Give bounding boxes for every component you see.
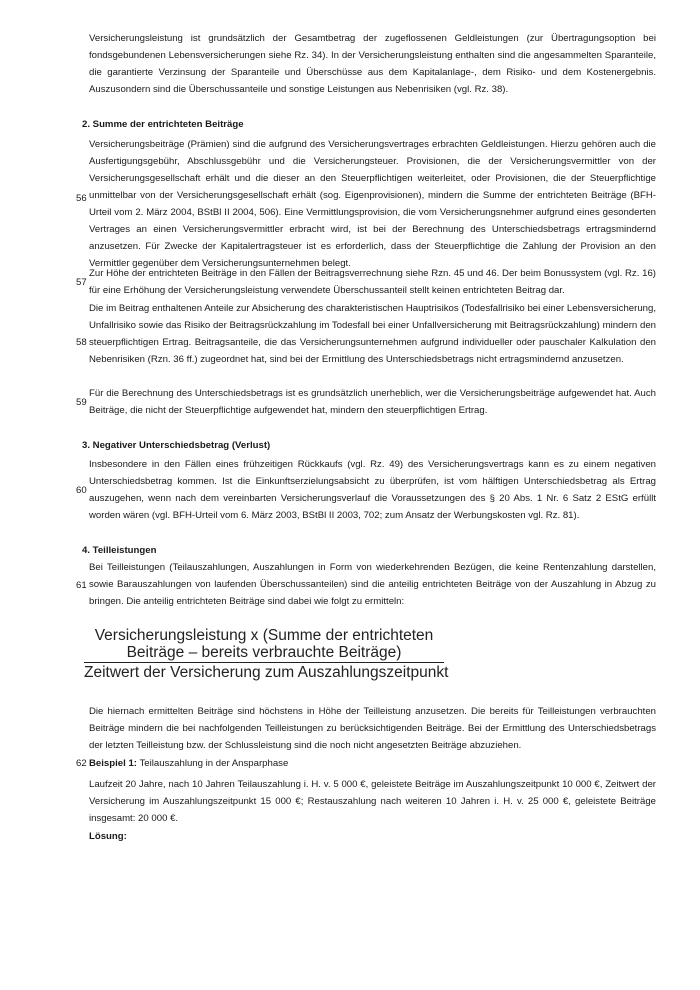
formula-denominator: Zeitwert der Versicherung zum Auszahlungszeitpunkt <box>84 664 449 681</box>
example-label: Beispiel 1: <box>89 758 137 769</box>
margin-number: 61 <box>76 580 87 591</box>
margin-number: 60 <box>76 485 87 496</box>
section-heading-verlust: 3. Negativer Unterschiedsbetrag (Verlust) <box>82 440 271 451</box>
paragraph: Die hiernach ermittelten Beiträge sind höchstens in Höhe der Teilleistung anzusetzen. Die bereits für Teilleistungen verbrauchten Beiträge mindern die bei nachfolgenden Teilleistungen zu berücksichtigenden Beiträge. Bei der Ermittlung des Unterschiedsbetrags der letzten Teilleistung bzw. der Schlussleistung sind die noch nicht angesetzten Beiträge abzuziehen. <box>89 706 656 751</box>
paragraph: Für die Berechnung des Unterschiedsbetrags ist es grundsätzlich unerheblich, wer die Versicherungsbeiträge aufgewendet hat. Auch Beiträge, die nicht der Steuerpflichtige aufgewendet hat, mindern den steuerpflichtigen Ertrag. <box>89 388 656 416</box>
intro-paragraph: Versicherungsleistung ist grundsätzlich der Gesamtbetrag der zugeflossenen Geldleistungen (zur Übertragungsoption bei fondsgebundenen Lebensversicherungen siehe Rz. 34). In der Versicherungsleistung enthalten sind die angesammelten Sparanteile, die garantierte Verzinsung der Sparanteile und Überschüsse aus dem Kapitalanlage-, dem Risiko- und dem Kostenergebnis. Auszusondern sind die Überschussanteile und sonstige Leistungen aus Nebenrisiken (vgl. Rz. 38). <box>89 33 656 95</box>
paragraph: Versicherungsbeiträge (Prämien) sind die aufgrund des Versicherungsvertrages erbrachten Geldleistungen. Hierzu gehören auch die Ausfertigungsgebühr, Abschlussgebühr und die Versicherungsteuer. Provisionen, die der Versicherungsvermittler von der Versicherungsgesellschaft erhält und die dieser an den Steuerpflichtigen weiterleitet, oder Provisionen, die der Steuerpflichtige unmittelbar von der Versicherungsgesellschaft erhält (sog. Eigenprovisionen), mindern die Summe der entrichteten Beiträge (BFH-Urteil vom 2. März 2004, BStBl II 2004, 506). Eine Vermittlungsprovision, die vom Versicherungsnehmer aufgrund eines gesonderten Vertrages an einen Versicherungsvermittler erbracht wird, ist bei der Berechnung des Unterschiedsbetrags ertragsmindernd anzusetzen. Für Zwecke der Kapitalertragsteuer ist es erforderlich, dass der Steuerpflichtige die Zahlung der Provision an den Vermittler gegenüber dem Versicherungsunternehmen belegt. <box>89 139 656 269</box>
solution-label: Lösung: <box>89 831 127 842</box>
margin-number: 56 <box>76 193 87 204</box>
paragraph: Die im Beitrag enthaltenen Anteile zur Absicherung des charakteristischen Hauptrisikos (Todesfallrisiko bei einer Lebensversicherung, Unfallrisiko sowie das Risiko der Beitragsrückzahlung im Todesfall bei einer Unfallversicherung mit Beitragsrückzahlung) mindern den steuerpflichtigen Ertrag. Beitragsanteile, die das Versicherungsunternehmen aufgrund individueller oder pauschaler Kalkulation den Nebenrisiken (Rzn. 36 ff.) zugeordnet hat, sind bei der Ermittlung des Unterschiedsbetrags nicht ertragsmindernd anzusetzen. <box>89 303 656 365</box>
formula-numerator-line: Versicherungsleistung x (Summe der entrichteten <box>94 627 434 644</box>
formula-numerator-line: Beiträge – bereits verbrauchte Beiträge) <box>126 644 402 661</box>
margin-number: 59 <box>76 397 87 408</box>
paragraph: Zur Höhe der entrichteten Beiträge in den Fällen der Beitragsverrechnung siehe Rzn. 45 und 46. Der beim Bonussystem (vgl. Rz. 16) für eine Erhöhung der Versicherungsleistung verwendete Überschussanteil stellt keinen entrichteten Beitrag dar. <box>89 268 656 296</box>
paragraph: Insbesondere in den Fällen eines frühzeitigen Rückkaufs (vgl. Rz. 49) des Versicherungsvertrags kann es zu einem negativen Unterschiedsbetrag kommen. Ist die Einkunftserzielungsabsicht zu überprüfen, ist vom hälftigen Unterschiedsbetrag als Ertrag auszugehen, wenn nach dem vereinbarten Versicherungsverlauf die Voraussetzungen des § 20 Abs. 1 Nr. 6 Satz 2 EStG erfüllt worden wären (vgl. BFH-Urteil vom 6. März 2003, BStBl II 2003, 702; zum Ansatz der Werbungskosten vgl. Rz. 81). <box>89 459 656 521</box>
example-title: Teilauszahlung in der Ansparphase <box>139 758 289 769</box>
section-heading-beitraege: 2. Summe der entrichteten Beiträge <box>82 119 244 130</box>
formula-fraction <box>84 627 449 681</box>
margin-number: 58 <box>76 337 87 348</box>
section-heading-teilleistungen: 4. Teilleistungen <box>82 545 157 556</box>
example-text: Laufzeit 20 Jahre, nach 10 Jahren Teilauszahlung i. H. v. 5 000 €, geleistete Beiträge im Auszahlungszeitpunkt 10 000 €, Zeitwert der Versicherung im Auszahlungszeitpunkt 15 000 €; Restauszahlung nach weiteren 10 Jahren i. H. v. 25 000 €, geleistete Beiträge insgesamt: 20 000 €. <box>89 779 656 824</box>
margin-number: 57 <box>76 277 87 288</box>
paragraph: Bei Teilleistungen (Teilauszahlungen, Auszahlungen in Form von wiederkehrenden Bezügen, die keine Rentenzahlung darstellen, sowie Barauszahlungen von laufenden Überschussanteilen) sind die anteilig entrichteten Beiträge von der Auszahlung in Abzug zu bringen. Die anteilig entrichteten Beiträge sind dabei wie folgt zu ermitteln: <box>89 562 656 607</box>
margin-number: 62 <box>76 758 87 769</box>
formula-numerator <box>84 627 444 663</box>
example-header <box>89 755 288 772</box>
